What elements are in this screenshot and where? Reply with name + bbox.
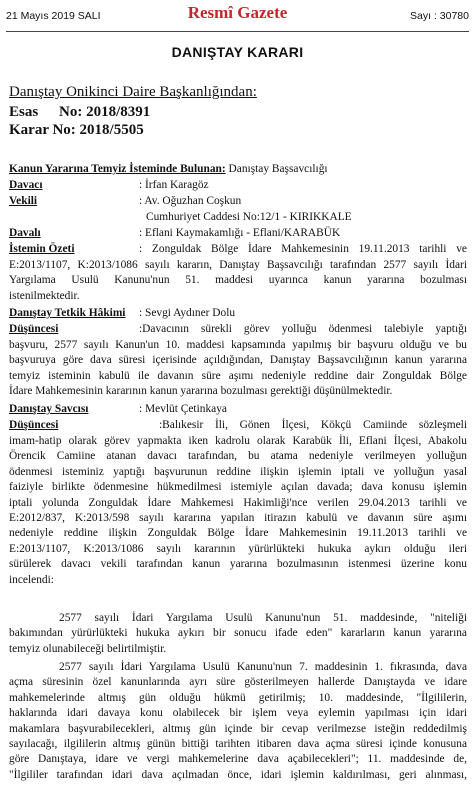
esas-value: No: 2018/8391 [59,104,151,120]
tetkik-row [9,306,467,321]
header-issue: Sayı : 30780 [410,10,469,22]
davaci-value: : İrfan Karagöz [139,179,209,191]
istemin-line: E:2013/1107, K:2013/1086 sayılı kararın, Danıştay Başsavcılığı tarafından 2577 sayılı İdari [9,259,467,271]
dusunce2-line: iptali yolunda Zonguldak İdare Mahkemesi Hakimliği'nce verilen 29.04.2013 tarihli ve [9,496,467,509]
istemin-line: : Zonguldak Bölge İdare Mahkemesinin 19.11.2013 tarihli ve [139,243,467,255]
karar-number [9,122,144,139]
header-divider [6,31,469,32]
vekili-row [9,194,467,209]
dusunce2-line: imam-hatip olarak görev yapmakta iken kadrolu olarak Karabük İli, Eflani İlçesi, Abakolu [9,435,467,447]
gazette-header [0,0,475,30]
daire-heading: Danıştay Onikinci Daire Başkanlığından: [9,84,257,100]
dusunce2-text [9,434,467,588]
dusunce1-line: başvuru, 2577 sayılı Kanun'un 10. maddesi kapsamında yapılmış bir başvuru olduğu ve bu [9,339,467,351]
esas-label: Esas [9,104,39,120]
dusunce2-line: :Balıkesir İli, Gönen İlçesi, Kökçü Camiinde sözleşmeli [159,419,467,431]
istemin-label: İstemin Özeti [9,243,75,255]
dusunce1-line: :Davacının sürekli görev yolluğu ödenmesi talebiyle yaptığı [139,323,467,335]
dusunce1-label: Düşüncesi [9,323,59,335]
paragraph-line: 2577 sayılı İdari Yargılama Usulü Kanunu'nun 7. maddesinin 1. fıkrasında, dava [59,661,467,673]
dusunce2-line: ödenmesi isteminiz yaptığı başvurunun reddine ilişkin işlemin iptali ve yolluğun yasal [9,465,467,478]
dusunce1-text [9,338,467,400]
dusunce2-line: E:2013/1107, K:2013/1086 sayılı kararının yürürlükteki hukuka aykırı olduğu ileri [9,542,467,555]
vekili-label: Vekili [9,195,38,207]
davali-row [9,226,467,241]
tetkik-label: Danıştay Tetkik Hâkimi [9,307,126,319]
karar-value: 2018/5505 [79,122,144,138]
tetkik-value: : Sevgi Aydıner Dolu [139,307,236,319]
dusunce2-line: incelendi: [9,573,54,586]
temyiz-label: Kanun Yararına Temyiz İsteminde Bulunan: [9,163,226,175]
davaci-label: Davacı [9,179,43,191]
davali-value: : Eflani Kaymakamlığı - Eflani/KARABÜK [139,227,341,239]
paragraph-line: açma süresinin özel kanunlarında ayrı süre gösterilmeyen hallerde Danıştayda ve idare [9,676,467,689]
istemin-line: istenilmektedir. [9,289,80,302]
savci-label: Danıştay Savcısı [9,403,89,415]
dusunce2-line: faiziyle birlikte ödenmesine hükmedilmesi istemiyle açılan davada; dava konusu işlemin [9,481,467,494]
paragraph-line: sayılacağı, ilgililerin altmış günün bittiği tarihten itibaren dava açma süresi içinde konusuna [9,738,467,751]
paragraph-line: mahkemelerinde altmış gün olduğu hükmü getirilmiş; 10. maddesinde, "İlgililerin, [9,691,467,704]
dusunce2-line: Örencik Camiine atanan davacı tarafından, bu atama nedeniyle verilmeyen yolluğun [9,450,467,463]
paragraph-line: "İlgililer tarafından idari dava açılmadan önce, idari işlemin kaldırılması, geri alınması, [9,768,467,781]
dusunce1-row [9,322,467,337]
davali-label: Davalı [9,227,41,239]
paragraph-line: haklarında idari davaya konu olabilecek bir işlem veya eylemin yapılması için idari [9,707,467,720]
dusunce2-line: E:2012/837, K:2013/598 sayılı kararına yapılan itirazın kabulü ve davanın süre aşımı [9,512,467,525]
document-title: DANIŞTAY KARARI [171,44,304,60]
paragraph-7-10 [9,660,467,783]
temyiz-row [9,162,467,177]
istemin-text [9,258,467,304]
vekili-value: : Av. Oğuzhan Coşkun [139,195,242,207]
dusunce2-line: sürülerek davacı vekili tarafından kanun yararına bozulmasının istenmesi üzerine konu [9,558,467,571]
paragraph-line: temyiz olunabileceği belirtilmiştir. [9,642,167,655]
temyiz-value: Danıştay Başsavcılığı [228,163,328,175]
header-title: Resmî Gazete [187,3,288,22]
vekili-address: Cumhuriyet Caddesi No:12/1 - KIRIKKALE [146,211,352,223]
header-date: 21 Mayıs 2019 SALI [6,10,101,22]
istemin-row [9,242,467,257]
dusunce1-line: başvuruya göre dava süresi içerisinde açıldığından, Danıştay Başsavcılığının kanun yararına [9,354,467,367]
dusunce1-line: temyiz isteminin kabulü ile davanın süre aşımı nedeniyle reddine dair Zonguldak Bölge [9,369,467,382]
paragraph-line: göre Danıştaya, idare ve vergi mahkemelerine dava açabilecekleri"; 11. maddesinde de, [9,753,467,766]
dusunce1-line: İdare Mahkemesinin kararının kanun yararına bozulması gerektiği düşünülmektedir. [9,385,393,398]
davaci-row [9,178,467,193]
karar-label: Karar No: [9,122,76,138]
paragraph-line: bakımından yürürlükteki hukuka aykırı bir sonucu ifade eden" kararların kanun yararına [9,627,467,640]
savci-value: : Mevlüt Çetinkaya [139,403,227,415]
dusunce2-label: Düşüncesi [9,419,59,431]
savci-row [9,402,467,417]
paragraph-51 [9,611,467,657]
paragraph-line: 2577 sayılı İdari Yargılama Usulü Kanunu'nun 51. maddesinde, "niteliği [59,612,467,624]
paragraph-line: makamlara başvurabilecekleri, altmış gün içinde bir cevap verilmezse isteğin reddedilmiş [9,722,467,735]
dusunce2-line: nedeniyle reddine ilişkin Zonguldak Bölge İdare Mahkemesinin 19.11.2013 tarihli ve [9,527,467,540]
istemin-line: Yargılama Usulü Kanunu'nun 51. maddesi uyarınca kanun yararına bozulması [9,274,467,287]
dusunce2-row [9,418,467,433]
esas-number [9,104,150,121]
